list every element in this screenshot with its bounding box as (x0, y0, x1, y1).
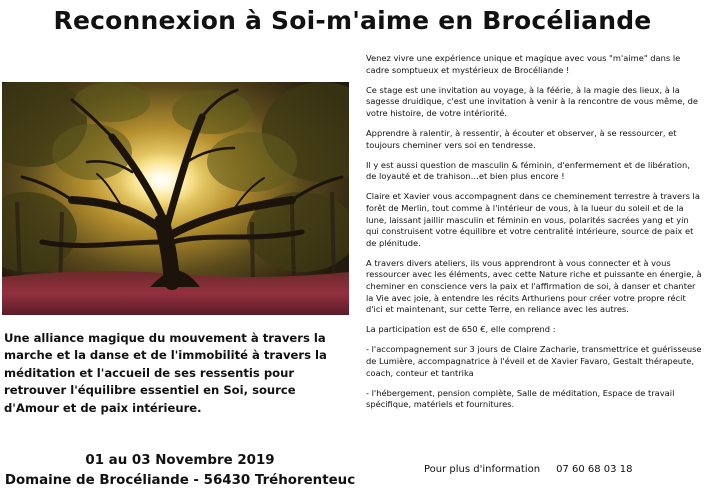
paragraph-intro: Venez vivre une expérience unique et magique avec vous "m'aime" dans le cadre somptueux et mystérieux de Brocéliande ! (366, 53, 681, 75)
paragraph-themes: Il y est aussi question de masculin & féminin, d'enfermement et de libération, de loyauté et de trahison…et bien plus encore ! (366, 159, 690, 182)
contact-label: Pour plus d'information (424, 464, 541, 475)
paragraph-included-lodging: - l'hébergement, pension complète, Salle de méditation, Espace de travail spécifique, matériels et fournitures. (366, 387, 675, 410)
contact-phone[interactable]: 07 60 68 03 18 (556, 464, 633, 475)
paragraph-included-guidance: - l'accompagnement sur 3 jours de Claire Zacharie, transmettrice et guérisseuse de Lumière, accompagnatrice à l'éveil et de Xavier Favaro, Gestalt thérapeute, coach, conteur et tantrika (366, 344, 702, 378)
page-title: Reconnexion à Soi-m'aime en Brocéliande (53, 6, 652, 35)
paragraph-guides: Claire et Xavier vous accompagnent dans ce cheminement terrestre à travers la forêt de Merlin, tout comme à l'intérieur de vous, à la lueur du soleil et de la lune, laissant jaillir masculin et féminin en vous, polarités sacrées yang et yin qui construisent votre équilibre et votre centralité intérieure, source de paix et de plénitude. (366, 191, 700, 248)
paragraph-workshops: A travers divers ateliers, ils vous apprendront à vous connecter et à vous ressourcer avec les éléments, avec cette Nature riche et puissante en énergie, à cheminer en conscience vers la paix et l'affirmation de soi, à danser et chanter la Vie avec joie, à entendre les récits Arthuriens pour créer votre propre récit d'ici et maintenant, sur cette Terre, en reliance avec les autres. (366, 257, 702, 315)
contact-info (424, 464, 684, 475)
event-location: Domaine de Brocéliande - 56430 Tréhorenteuc (4, 473, 356, 488)
event-dates: 01 au 03 Novembre 2019 (85, 453, 275, 468)
paragraph-invitation: Ce stage est une invitation au voyage, à la féérie, à la magie des lieux, à la sagesse druidique, c'est une invitation à venir à la rencontre de vous même, de votre histoire, de votre intériorité. (366, 84, 698, 118)
tagline: Une alliance magique du mouvement à travers la marche et la danse et de l'immobilité à travers la méditation et l'accueil de ses ressentis pour retrouver l'équilibre essentiel en Soi, source d'Amour et de paix intérieure. (4, 331, 327, 415)
forest-tree-photo (2, 82, 349, 315)
paragraph-price: La participation est de 650 €, elle comprend : (366, 324, 556, 335)
paragraph-slow-down: Apprendre à ralentir, à ressentir, à écouter et observer, à se ressourcer, et toujours cheminer vers soi en tendresse. (366, 127, 677, 150)
event-info (0, 451, 360, 491)
description (366, 53, 702, 419)
